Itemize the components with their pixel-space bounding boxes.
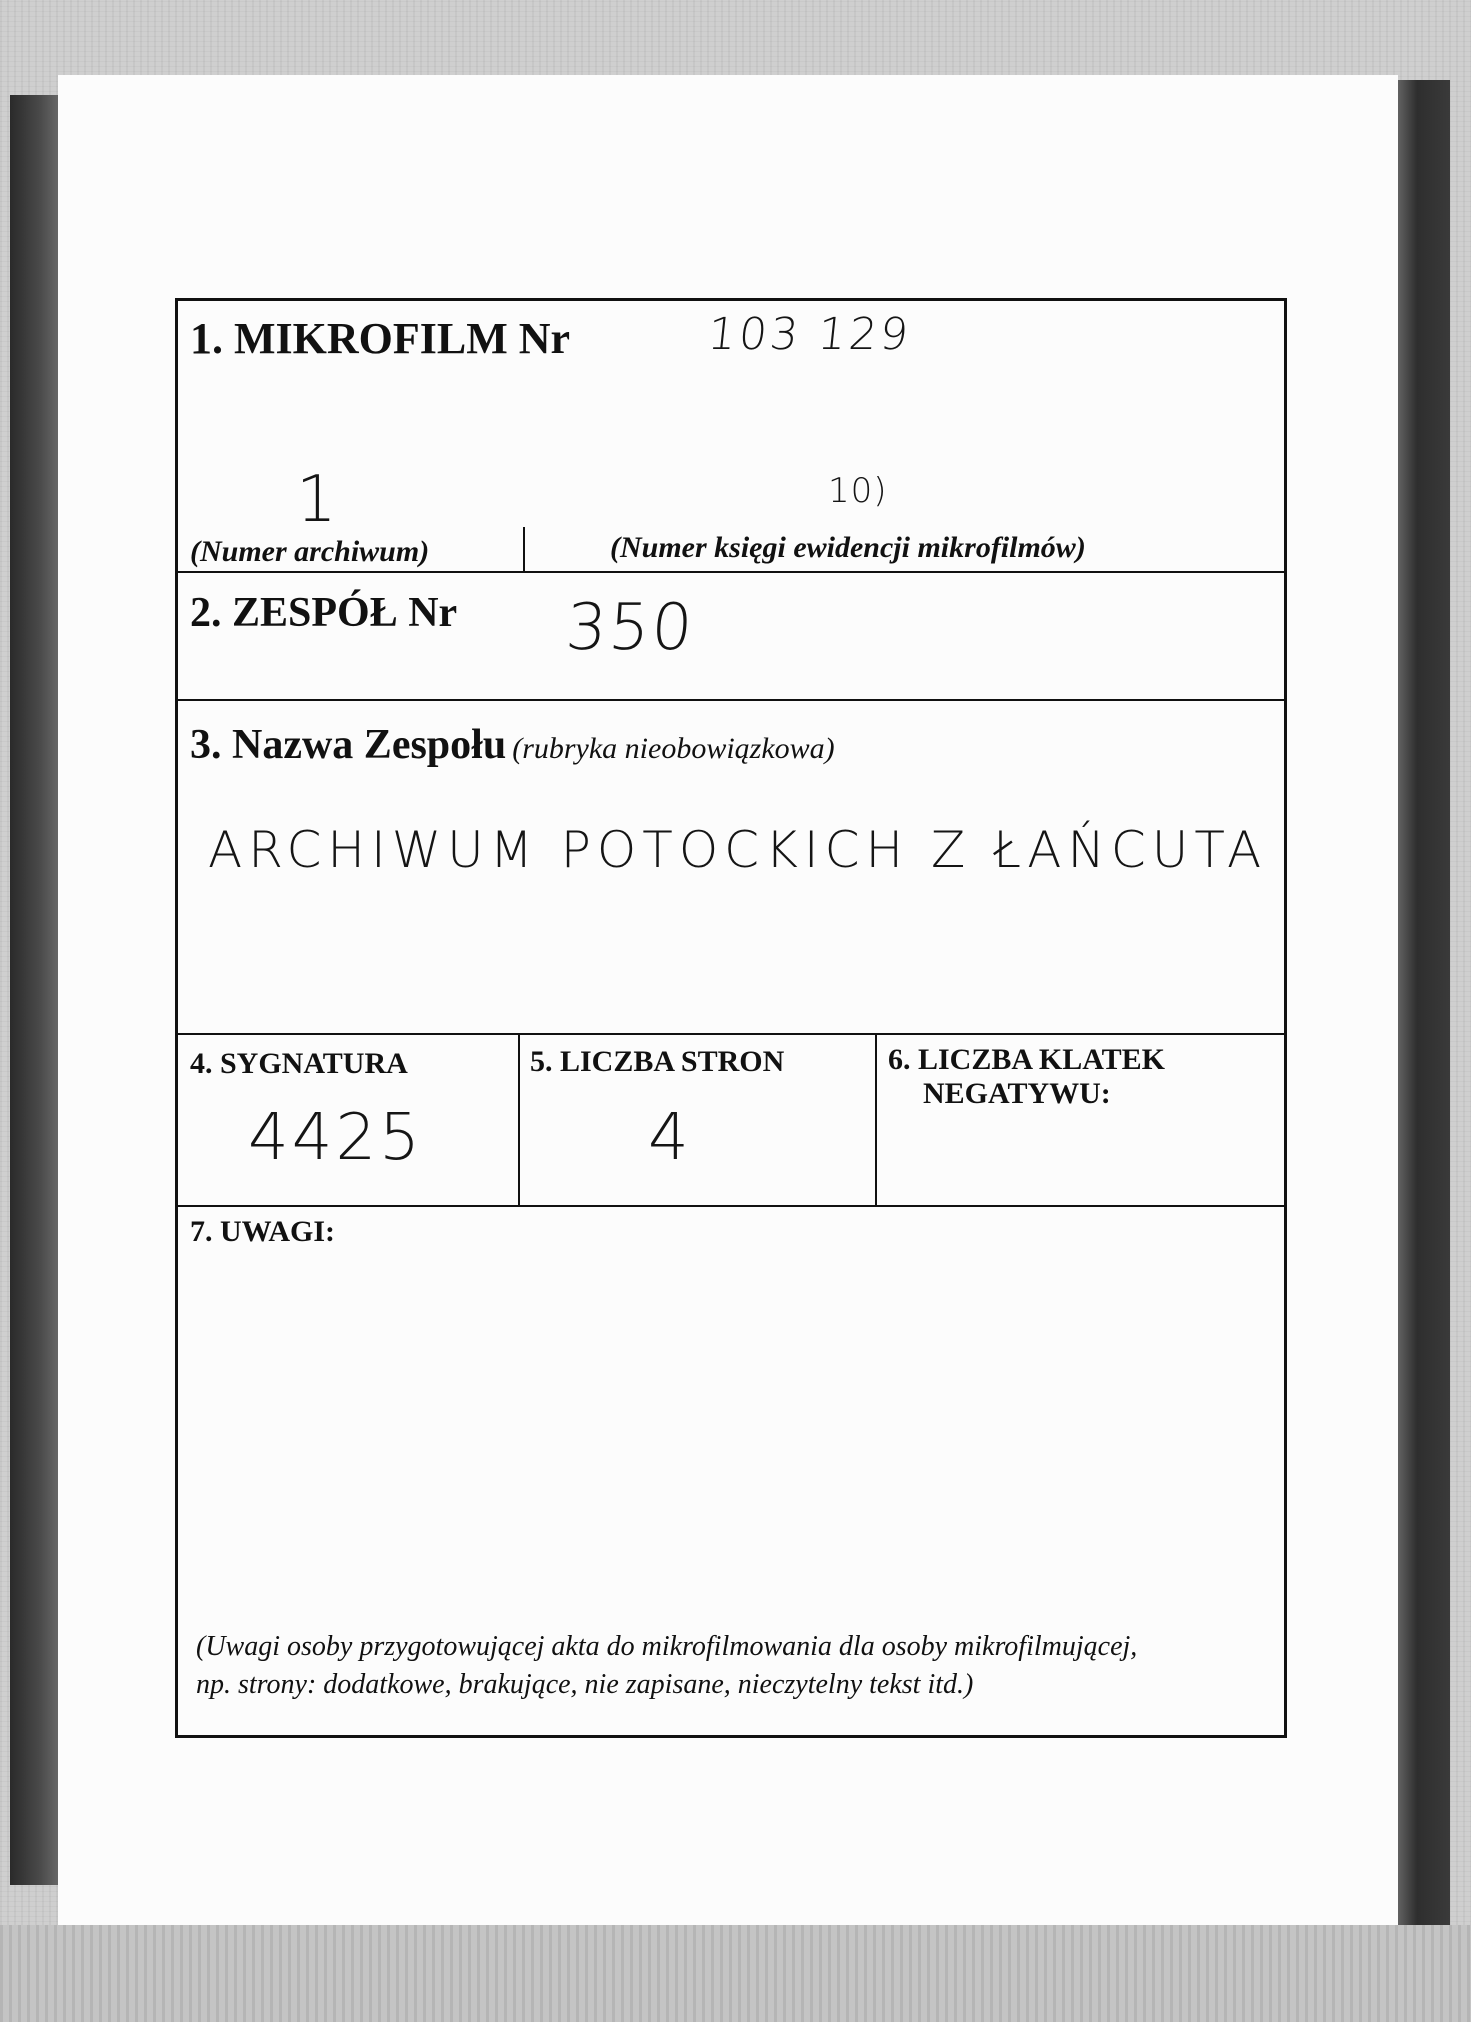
mikrofilm-number: 103 129 [705,309,914,360]
uwagi-note-line-1: (Uwagi osoby przygotowującej akta do mikrofilmowania dla osoby mikrofilmującej, [196,1631,1138,1662]
zespol-number: 350 [563,591,697,665]
bottom-film-strip [0,1925,1471,2022]
ledger-number-caption: (Numer księgi ewidencji mikrofilmów) [610,531,1086,564]
caption-divider [523,527,525,571]
microfilm-form [175,298,1287,1738]
zespol-label: 2. ZESPÓŁ Nr [190,590,458,636]
archive-number-value: 1 [296,463,341,537]
nazwa-value: ARCHIWUM POTOCKICH Z ŁAŃCUTA [208,821,1268,879]
uwagi-note-line-2: np. strony: dodatkowe, brakujące, nie zapisane, nieczytelny tekst itd.) [196,1669,974,1700]
right-film-edge [1395,80,1450,1940]
nazwa-header [190,721,835,769]
column-divider-1 [518,1033,520,1205]
liczba-klatek-label: 6. LICZBA KLATEK [888,1043,1166,1076]
divider-4 [178,1205,1284,1207]
liczba-stron-label: 5. LICZBA STRON [530,1045,785,1078]
left-film-edge [10,95,60,1885]
sygnatura-value: 4425 [248,1101,423,1175]
archive-number-caption: (Numer archiwum) [190,535,430,568]
mikrofilm-label: 1. MIKROFILM Nr [190,314,571,363]
nazwa-optional-note: (rubryka nieobowiązkowa) [512,732,835,765]
ledger-number-value: 10) [828,471,888,511]
liczba-stron-value: 4 [648,1101,693,1175]
negatywu-label: NEGATYWU: [923,1077,1111,1110]
divider-2 [178,699,1284,701]
sygnatura-label: 4. SYGNATURA [190,1047,408,1080]
column-divider-2 [875,1033,877,1205]
divider-1 [178,571,1284,573]
divider-3 [178,1033,1284,1035]
uwagi-label: 7. UWAGI: [190,1215,336,1248]
nazwa-label: 3. Nazwa Zespołu [190,722,507,768]
